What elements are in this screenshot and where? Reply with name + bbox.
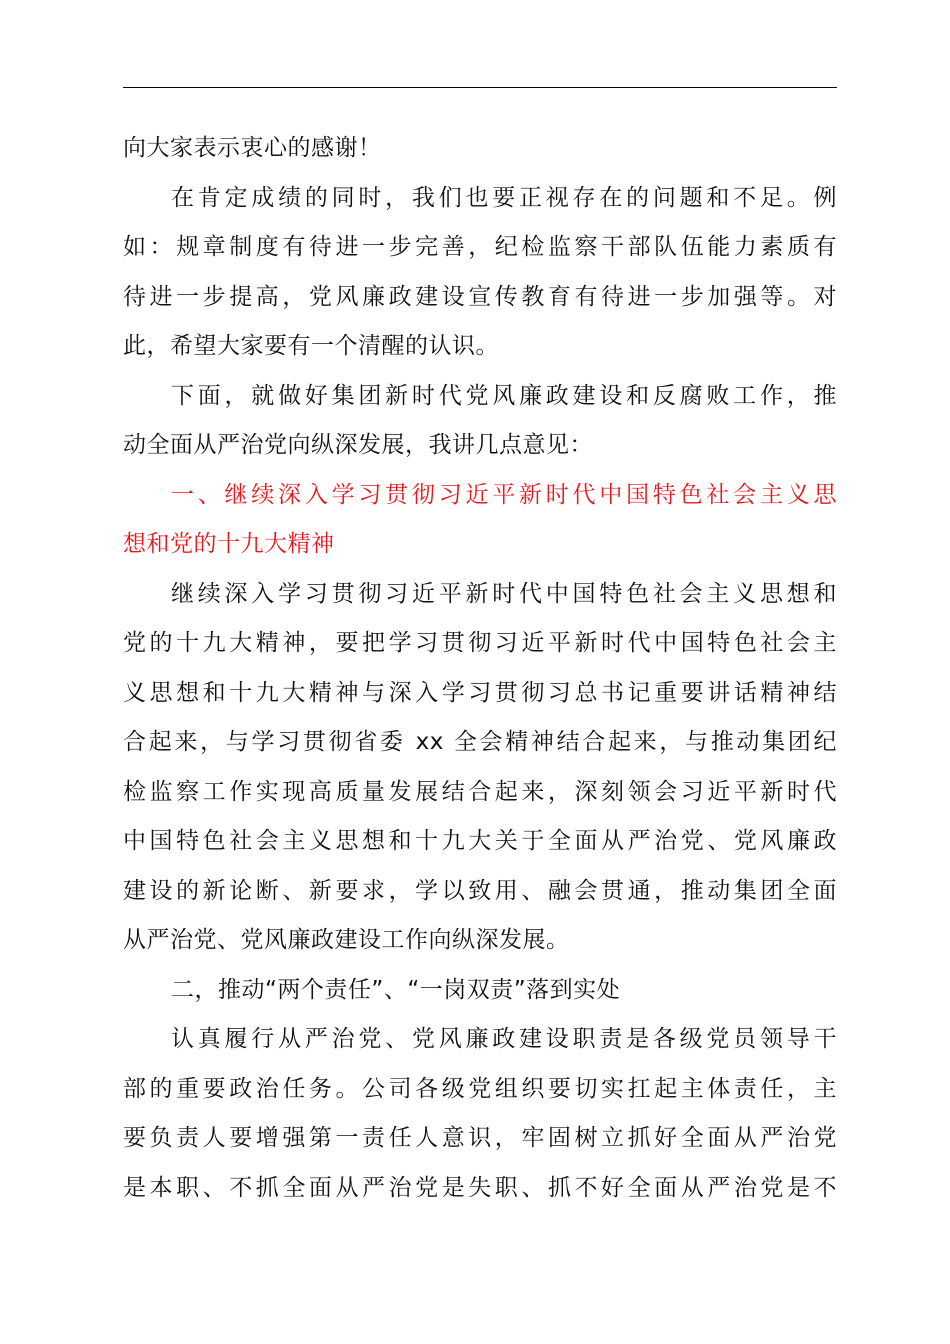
text-line: 继续深入学习贯彻习近平新时代中国特色社会主义思想和 bbox=[171, 580, 837, 607]
text-line: 在肯定成绩的同时，我们也要正视存在的问题和不足。例 bbox=[171, 184, 837, 211]
text-line: 向大家表示衷心的感谢！ bbox=[123, 135, 382, 161]
text-line: 义思想和十九大精神与深入学习贯彻习总书记重要讲话精神结 bbox=[123, 679, 837, 706]
text-line: 要负责人要增强第一责任人意识，牢固树立抓好全面从严治党 bbox=[123, 1125, 837, 1151]
text-line: 一、继续深入学习贯彻习近平新时代中国特色社会主义思 bbox=[171, 481, 837, 508]
text-line: 如：规章制度有待进一步完善，纪检监察干部队伍能力素质有 bbox=[123, 234, 837, 260]
text-line: 此，希望大家要有一个清醒的认识。 bbox=[123, 333, 499, 359]
text-line: 动全面从严治党向纵深发展，我讲几点意见： bbox=[123, 432, 593, 458]
text-line: 党的十九大精神，要把学习贯彻习近平新时代中国特色社会主 bbox=[123, 630, 837, 656]
text-line: 想和党的十九大精神 bbox=[123, 531, 335, 557]
text-line: 中国特色社会主义思想和十九大关于全面从严治党、党风廉政 bbox=[123, 828, 837, 854]
text-line: 是本职、不抓全面从严治党是失职、抓不好全面从严治党是不 bbox=[123, 1174, 837, 1201]
text-line: 检监察工作实现高质量发展结合起来，深刻领会习近平新时代 bbox=[123, 778, 837, 805]
text-line: 从严治党、党风廉政建设工作向纵深发展。 bbox=[123, 927, 570, 953]
header-rule bbox=[123, 87, 837, 88]
text-line: 合起来，与学习贯彻省委 xx 全会精神结合起来，与推动集团纪 bbox=[123, 729, 837, 755]
text-line: 下面，就做好集团新时代党风廉政建设和反腐败工作，推 bbox=[171, 382, 837, 409]
text-line: 建设的新论断、新要求，学以致用、融会贯通，推动集团全面 bbox=[123, 877, 837, 904]
text-line: 认真履行从严治党、党风廉政建设职责是各级党员领导干 bbox=[171, 1026, 837, 1052]
text-line: 部的重要政治任务。公司各级党组织要切实扛起主体责任，主 bbox=[123, 1075, 837, 1102]
text-line: 二，推动“两个责任”、“一岗双责”落到实处 bbox=[171, 976, 621, 1003]
text-line: 待进一步提高，党风廉政建设宣传教育有待进一步加强等。对 bbox=[123, 283, 837, 310]
document-body bbox=[123, 124, 837, 1213]
